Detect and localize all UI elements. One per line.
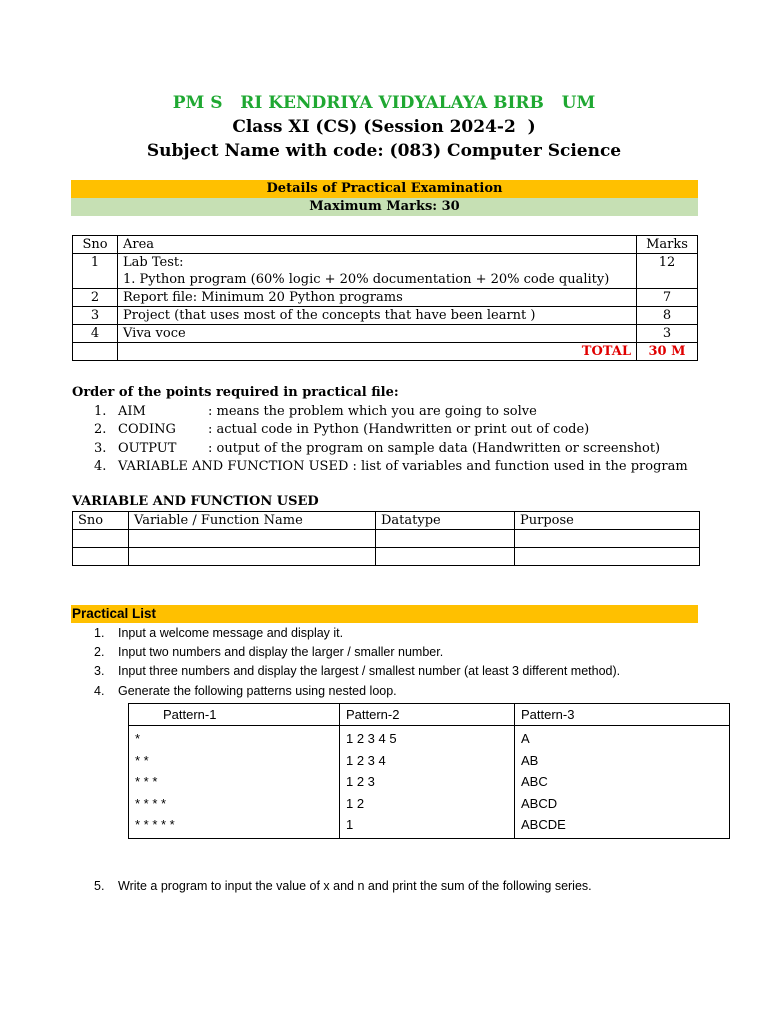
pattern-line: 1 2 3 <box>346 774 375 789</box>
pattern-line: 1 2 3 4 5 <box>346 731 397 746</box>
list-item <box>94 458 688 476</box>
pattern-line: * * * * <box>135 795 167 811</box>
item-text: Write a program to input the value of x and n and print the sum of the following series. <box>118 879 592 893</box>
item-text: Input two numbers and display the larger / smaller number. <box>118 645 444 660</box>
practical-list <box>94 624 620 701</box>
patterns-table <box>128 703 730 839</box>
pattern-line: * * * * * <box>135 817 175 832</box>
row-area: Report file: Minimum 20 Python programs <box>118 289 637 307</box>
table-row <box>73 254 698 289</box>
row-marks: 3 <box>637 325 698 343</box>
header-sno: Sno <box>73 236 118 254</box>
class-session: Class XI (CS) (Session 2024-2 ) <box>232 117 536 137</box>
pattern-line: A <box>521 731 530 746</box>
pattern-line: * * <box>135 752 149 768</box>
total-label: TOTAL <box>118 343 637 361</box>
list-item <box>94 682 620 701</box>
item-text: Generate the following patterns using nested loop. <box>118 683 397 698</box>
pattern-3-cell <box>515 726 730 839</box>
table-row <box>73 325 698 343</box>
item-desc: : output of the program on sample data (Handwritten or screenshot) <box>208 440 661 456</box>
table-header-row <box>73 236 698 254</box>
list-item <box>94 879 592 893</box>
empty-cell <box>376 548 515 566</box>
row-area <box>118 254 637 289</box>
practical-list-heading: Practical List <box>71 605 698 623</box>
row-sno: 3 <box>73 307 118 325</box>
list-item <box>94 643 620 662</box>
empty-cell <box>515 530 700 548</box>
pattern-line: ABCD <box>521 795 558 811</box>
header-marks: Marks <box>637 236 698 254</box>
list-item <box>94 403 688 421</box>
row-area: Project (that uses most of the concepts that have been learnt ) <box>118 307 637 325</box>
item-text: Input a welcome message and display it. <box>118 626 344 640</box>
empty-cell <box>129 530 376 548</box>
item-number: 1. <box>94 626 105 640</box>
variable-table <box>72 511 700 566</box>
pattern-line: ABCDE <box>521 817 566 832</box>
item-number: 4. <box>94 683 105 698</box>
row-sno: 1 <box>73 254 118 289</box>
details-bar: Details of Practical Examination <box>71 180 698 198</box>
list-item <box>94 440 688 458</box>
order-list <box>94 403 688 476</box>
row-marks: 12 <box>637 254 698 289</box>
item-text: Input three numbers and display the largest / smallest number (at least 3 different method). <box>118 664 621 679</box>
table-row <box>73 530 700 548</box>
empty-cell <box>129 548 376 566</box>
empty-cell <box>376 530 515 548</box>
row-area: Viva voce <box>118 325 637 343</box>
header-pattern-1: Pattern-1 <box>129 704 340 726</box>
row-sno: 4 <box>73 325 118 343</box>
list-item <box>94 421 688 439</box>
area-line: Lab Test: <box>123 255 184 270</box>
table-row <box>73 307 698 325</box>
pattern-line: * <box>135 731 141 746</box>
item-key: AIM <box>118 404 146 419</box>
list-item <box>94 662 620 681</box>
item-text: VARIABLE AND FUNCTION USED : list of variables and function used in the program <box>118 458 688 474</box>
row-sno: 2 <box>73 289 118 307</box>
header-area: Area <box>118 236 637 254</box>
empty-cell <box>73 548 129 566</box>
item-number: 1. <box>94 404 107 419</box>
list-item <box>94 624 620 643</box>
pattern-line: ABC <box>521 774 548 789</box>
pattern-1-cell <box>129 726 340 839</box>
school-name: PM S RI KENDRIYA VIDYALAYA BIRB UM <box>172 93 596 113</box>
area-line: 1. Python program (60% logic + 20% documentation + 20% code quality) <box>123 272 610 287</box>
row-marks: 8 <box>637 307 698 325</box>
item-number: 5. <box>94 879 105 893</box>
header-pattern-3: Pattern-3 <box>515 704 730 726</box>
var-table-heading: VARIABLE AND FUNCTION USED <box>72 494 319 509</box>
pattern-2-cell <box>340 726 515 839</box>
table-header-row <box>129 704 730 726</box>
table-header-row <box>73 512 700 530</box>
header-name: Variable / Function Name <box>129 512 376 530</box>
order-heading: Order of the points required in practical file: <box>72 385 399 400</box>
item-desc: : actual code in Python (Handwritten or print out of code) <box>208 422 590 438</box>
item-number: 3. <box>94 664 105 679</box>
total-empty <box>73 343 118 361</box>
header-sno: Sno <box>73 512 129 530</box>
item-number: 2. <box>94 422 107 438</box>
pattern-line: AB <box>521 752 539 768</box>
subject-name: Subject Name with code: (083) Computer Science <box>146 141 622 161</box>
item-number: 4. <box>94 458 107 474</box>
pattern-line: 1 2 3 4 <box>346 752 386 768</box>
marks-table <box>72 235 698 361</box>
header-purpose: Purpose <box>515 512 700 530</box>
item-number: 2. <box>94 645 105 660</box>
total-row <box>73 343 698 361</box>
header-pattern-2: Pattern-2 <box>340 704 515 726</box>
header-datatype: Datatype <box>376 512 515 530</box>
empty-cell <box>515 548 700 566</box>
table-row <box>73 289 698 307</box>
item-number: 3. <box>94 440 107 456</box>
pattern-line: 1 <box>346 817 354 832</box>
table-row <box>73 548 700 566</box>
empty-cell <box>73 530 129 548</box>
row-marks: 7 <box>637 289 698 307</box>
pattern-line: 1 2 <box>346 795 365 811</box>
max-marks-bar: Maximum Marks: 30 <box>71 198 698 216</box>
item-desc: : means the problem which you are going to solve <box>208 404 537 419</box>
item-key: OUTPUT <box>118 440 177 456</box>
total-value: 30 M <box>637 343 698 361</box>
item-key: CODING <box>118 422 176 438</box>
pattern-line: * * * <box>135 774 158 789</box>
table-row <box>129 726 730 839</box>
